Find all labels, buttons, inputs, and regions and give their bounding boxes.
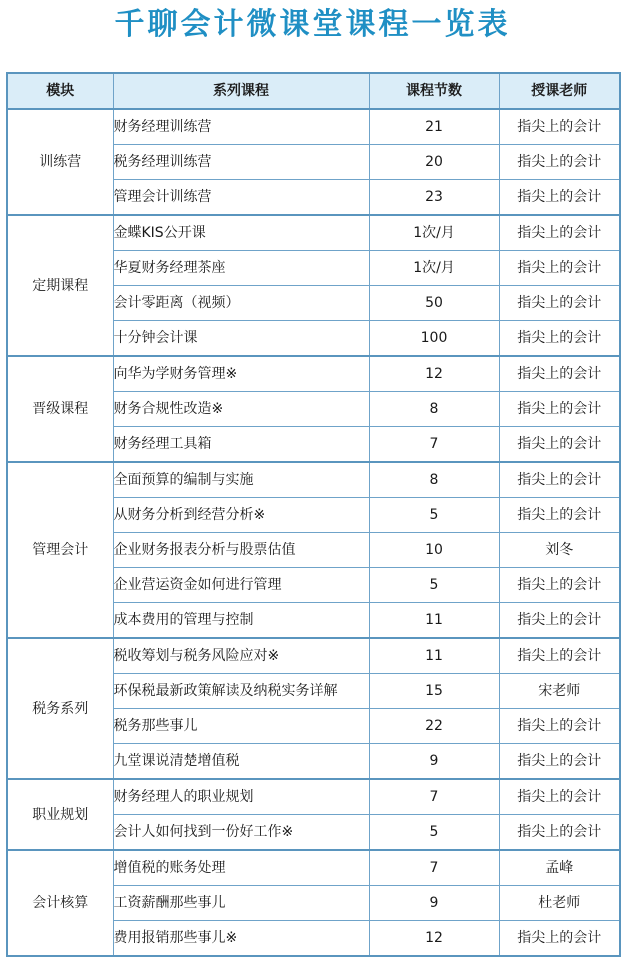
header-teacher: 授课老师 [499, 73, 620, 109]
count-cell: 1次/月 [369, 251, 499, 286]
header-course: 系列课程 [113, 73, 369, 109]
count-cell: 12 [369, 356, 499, 392]
count-cell: 9 [369, 886, 499, 921]
teacher-cell: 指尖上的会计 [499, 744, 620, 780]
teacher-cell: 指尖上的会计 [499, 638, 620, 674]
teacher-cell: 指尖上的会计 [499, 392, 620, 427]
table-row [7, 638, 620, 674]
count-cell: 8 [369, 462, 499, 498]
header-count: 课程节数 [369, 73, 499, 109]
course-cell: 税收筹划与税务风险应对※ [113, 638, 369, 674]
course-cell: 从财务分析到经营分析※ [113, 498, 369, 533]
course-cell: 十分钟会计课 [113, 321, 369, 357]
teacher-cell: 指尖上的会计 [499, 498, 620, 533]
count-cell: 22 [369, 709, 499, 744]
course-cell: 税务那些事儿 [113, 709, 369, 744]
course-table [6, 72, 621, 957]
module-cell: 训练营 [7, 109, 113, 215]
count-cell: 7 [369, 779, 499, 815]
count-cell: 11 [369, 638, 499, 674]
module-cell: 会计核算 [7, 850, 113, 956]
teacher-cell: 宋老师 [499, 674, 620, 709]
table-row [7, 356, 620, 392]
count-cell: 100 [369, 321, 499, 357]
course-cell: 向华为学财务管理※ [113, 356, 369, 392]
count-cell: 20 [369, 145, 499, 180]
count-cell: 5 [369, 568, 499, 603]
teacher-cell: 指尖上的会计 [499, 145, 620, 180]
course-cell: 企业财务报表分析与股票估值 [113, 533, 369, 568]
course-cell: 九堂课说清楚增值税 [113, 744, 369, 780]
course-cell: 全面预算的编制与实施 [113, 462, 369, 498]
count-cell: 1次/月 [369, 215, 499, 251]
page-title: 千聊会计微课堂课程一览表 [114, 7, 511, 42]
teacher-cell: 指尖上的会计 [499, 603, 620, 639]
count-cell: 12 [369, 921, 499, 957]
table-row [7, 215, 620, 251]
count-cell: 5 [369, 498, 499, 533]
count-cell: 5 [369, 815, 499, 851]
course-cell: 金蝶KIS公开课 [113, 215, 369, 251]
course-cell: 财务经理工具箱 [113, 427, 369, 463]
course-cell: 费用报销那些事儿※ [113, 921, 369, 957]
teacher-cell: 指尖上的会计 [499, 321, 620, 357]
teacher-cell: 指尖上的会计 [499, 568, 620, 603]
count-cell: 10 [369, 533, 499, 568]
course-cell: 会计人如何找到一份好工作※ [113, 815, 369, 851]
course-cell: 工资薪酬那些事儿 [113, 886, 369, 921]
course-cell: 环保税最新政策解读及纳税实务详解 [113, 674, 369, 709]
count-cell: 7 [369, 427, 499, 463]
count-cell: 7 [369, 850, 499, 886]
table-row [7, 462, 620, 498]
course-cell: 财务合规性改造※ [113, 392, 369, 427]
course-cell: 会计零距离（视频） [113, 286, 369, 321]
module-cell: 管理会计 [7, 462, 113, 638]
course-cell: 税务经理训练营 [113, 145, 369, 180]
teacher-cell: 指尖上的会计 [499, 180, 620, 216]
teacher-cell: 指尖上的会计 [499, 921, 620, 957]
course-cell: 企业营运资金如何进行管理 [113, 568, 369, 603]
course-cell: 增值税的账务处理 [113, 850, 369, 886]
count-cell: 50 [369, 286, 499, 321]
table-row [7, 779, 620, 815]
teacher-cell: 指尖上的会计 [499, 709, 620, 744]
module-cell: 职业规划 [7, 779, 113, 850]
count-cell: 23 [369, 180, 499, 216]
module-cell: 税务系列 [7, 638, 113, 779]
count-cell: 21 [369, 109, 499, 145]
count-cell: 8 [369, 392, 499, 427]
count-cell: 9 [369, 744, 499, 780]
course-cell: 财务经理训练营 [113, 109, 369, 145]
teacher-cell: 指尖上的会计 [499, 356, 620, 392]
table-row [7, 109, 620, 145]
teacher-cell: 指尖上的会计 [499, 109, 620, 145]
teacher-cell: 指尖上的会计 [499, 779, 620, 815]
table-row [7, 850, 620, 886]
teacher-cell: 指尖上的会计 [499, 215, 620, 251]
teacher-cell: 杜老师 [499, 886, 620, 921]
course-cell: 华夏财务经理茶座 [113, 251, 369, 286]
course-cell: 成本费用的管理与控制 [113, 603, 369, 639]
teacher-cell: 孟峰 [499, 850, 620, 886]
table-body [7, 109, 620, 956]
table-header-row [7, 73, 620, 109]
module-cell: 定期课程 [7, 215, 113, 356]
count-cell: 11 [369, 603, 499, 639]
course-cell: 财务经理人的职业规划 [113, 779, 369, 815]
module-cell: 晋级课程 [7, 356, 113, 462]
teacher-cell: 指尖上的会计 [499, 251, 620, 286]
teacher-cell: 指尖上的会计 [499, 286, 620, 321]
header-module: 模块 [7, 73, 113, 109]
teacher-cell: 指尖上的会计 [499, 462, 620, 498]
teacher-cell: 指尖上的会计 [499, 815, 620, 851]
count-cell: 15 [369, 674, 499, 709]
course-cell: 管理会计训练营 [113, 180, 369, 216]
teacher-cell: 指尖上的会计 [499, 427, 620, 463]
teacher-cell: 刘冬 [499, 533, 620, 568]
